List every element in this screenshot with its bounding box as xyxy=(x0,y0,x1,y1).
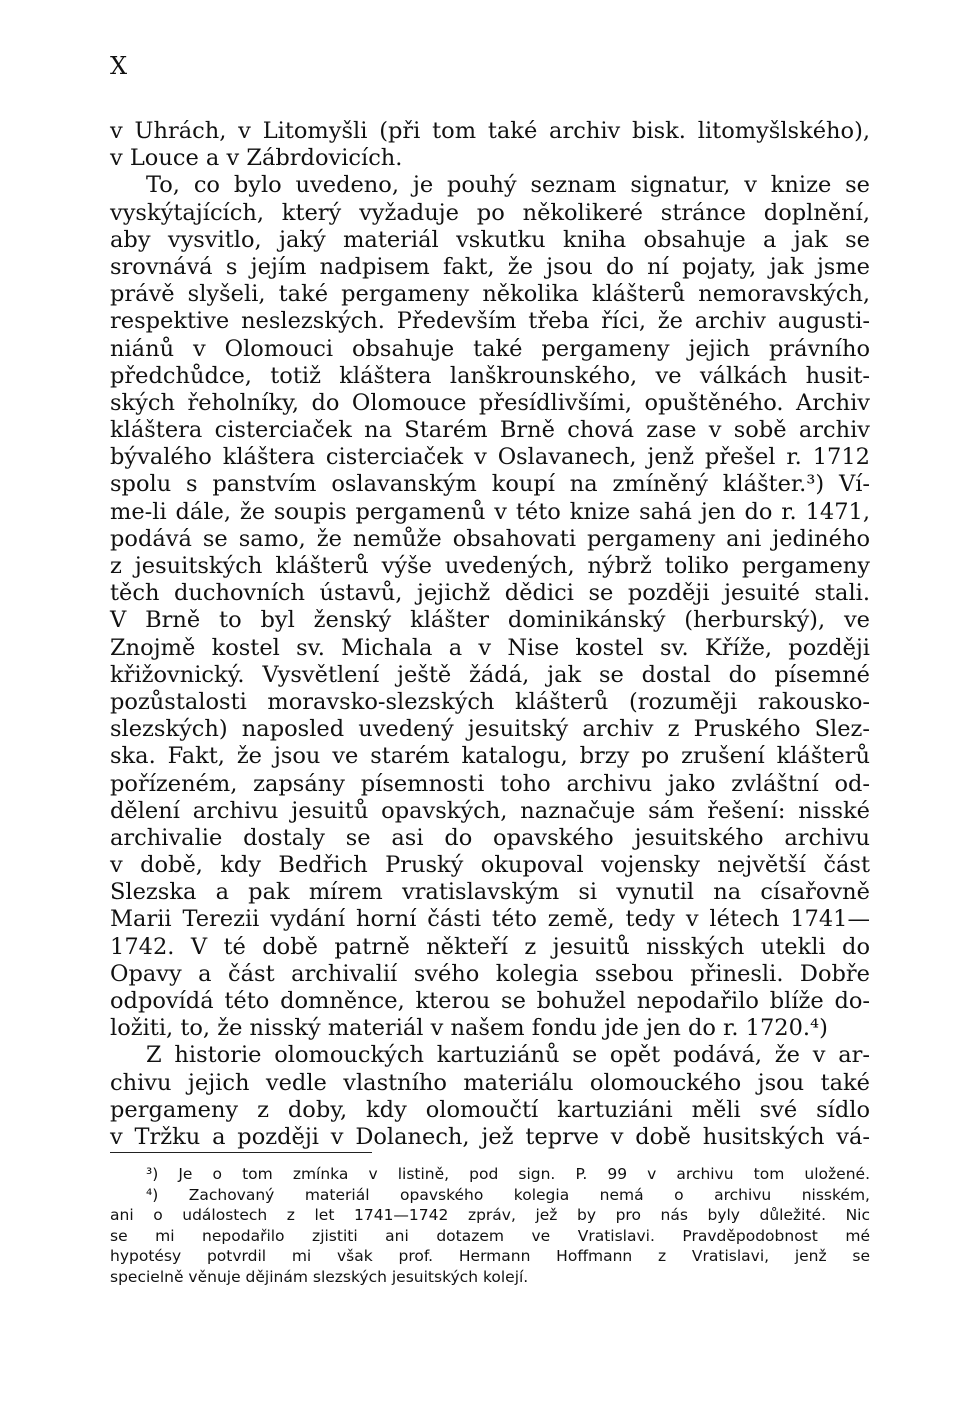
text-line: podává se samo, že nemůže obsahovati pergameny ani jediného xyxy=(110,525,870,552)
footnote-line: se mi nepodařilo zjistiti ani dotazem ve Vratislavi. Pravděpodobnost mé xyxy=(110,1226,870,1245)
text-line: z jesuitských klášterů výše uvedených, nýbrž toliko pergameny xyxy=(110,553,870,579)
text-line: ložiti, to, že nisský materiál v našem fondu jde jen do r. 1720.⁴) xyxy=(110,1015,828,1042)
text-line: právě slyšeli, také pergameny několika klášterů nemoravských, xyxy=(110,281,870,308)
body-text xyxy=(110,118,870,1151)
footnote-line: hypotésy potvrdil mi však prof. Hermann Hoffmann z Vratislavi, jenž se xyxy=(110,1247,870,1265)
text-line: ska. Fakt, že jsou ve starém katalogu, brzy po zrušení klášterů xyxy=(110,743,870,770)
text-line: těch duchovních ústavů, jejichž dědici se později jesuité stali. xyxy=(110,580,870,607)
text-line: v době, kdy Bedřich Pruský okupoval vojensky největší část xyxy=(110,852,870,879)
footnote-line: ³) Je o tom zmínka v listině, pod sign. P. 99 v archivu tom uložené. xyxy=(146,1165,870,1183)
text-line: To, co bylo uvedeno, je pouhý seznam signatur, v knize se xyxy=(146,172,870,199)
text-line: 1742. V té době patrně někteří z jesuitů nisských utekli do xyxy=(110,933,870,960)
text-line: niánů v Olomouci obsahuje také pergameny jejich právního xyxy=(110,335,870,362)
text-line: v Tržku a později v Dolanech, jež teprve v době husitských vá- xyxy=(110,1123,870,1150)
text-line: chivu jejich vedle vlastního materiálu olomouckého jsou také xyxy=(110,1069,870,1096)
text-line: me-li dále, že soupis pergamenů v této knize sahá jen do r. 1471, xyxy=(110,498,870,525)
text-line: respektive neslezských. Především třeba říci, že archiv augusti- xyxy=(110,308,870,335)
text-line: Slezska a pak mírem vratislavským si vynutil na císařovně xyxy=(110,879,870,906)
text-line: pořízeném, zapsány písemnosti toho archivu jako zvláštní od- xyxy=(110,770,870,797)
footnote-line: ani o událostech z let 1741—1742 zpráv, jež by pro nás byly důležité. Nic xyxy=(110,1206,870,1224)
text-line: pozůstalosti moravsko-slezských klášterů (rozuměji rakousko- xyxy=(110,688,870,715)
text-line: slezských) naposled uvedený jesuitský archiv z Pruského Slez- xyxy=(110,716,870,743)
text-line: spolu s panstvím oslavanským koupí na zmíněný klášter.³) Ví- xyxy=(110,471,870,498)
text-line: Marii Terezii vydání horní části této země, tedy v létech 1741— xyxy=(110,906,870,933)
text-line: odpovídá této domněnce, kterou se bohužel nepodařilo blíže do- xyxy=(110,988,870,1014)
page-number: X xyxy=(110,52,128,80)
text-line: Z historie olomouckých kartuziánů se opět podává, že v ar- xyxy=(146,1042,870,1069)
text-line: Opavy a část archivalií svého kolegia ssebou přinesli. Dobře xyxy=(110,960,870,987)
text-line: v Louce a v Zábrdovicích. xyxy=(110,145,403,172)
text-line: dělení archivu jesuitů opavských, naznačuje sám řešení: nisské xyxy=(110,797,870,824)
footnote-line: ⁴) Zachovaný materiál opavského kolegia nemá o archivu nisském, xyxy=(146,1185,870,1204)
text-line: bývalého kláštera cisterciaček v Oslavanech, jenž přešel r. 1712 xyxy=(110,444,870,471)
text-line: aby vysvitlo, jaký materiál vskutku kniha obsahuje a jak se xyxy=(110,226,870,253)
text-line: Znojmě kostel sv. Michala a v Nise kostel sv. Kříže, později xyxy=(110,634,870,661)
text-line: archivalie dostaly se asi do opavského jesuitského archivu xyxy=(110,824,870,851)
text-line: křižovnický. Vysvětlení ještě žádá, jak se dostal do písemné xyxy=(110,661,870,688)
text-line: srovnává s jejím nadpisem fakt, že jsou do ní pojaty, jak jsme xyxy=(110,253,870,280)
text-line: v Uhrách, v Litomyšli (při tom také archiv bisk. litomyšlského), xyxy=(110,118,870,144)
text-line: vyskýtajících, který vyžaduje po několikeré stránce doplnění, xyxy=(110,199,870,226)
text-line: kláštera cisterciaček na Starém Brně chová zase v sobě archiv xyxy=(110,417,870,444)
text-line: ských řeholníky, do Olomouce přesídlivšími, opuštěného. Archiv xyxy=(110,389,870,416)
footnotes xyxy=(110,1164,870,1287)
footnote-divider xyxy=(110,1152,372,1153)
text-line: pergameny z doby, kdy olomoučtí kartuziáni měli své sídlo xyxy=(110,1096,870,1123)
text-line: předchůdce, totiž kláštera lanškrounského, ve válkách husit- xyxy=(110,362,870,389)
footnote-line: specielně věnuje dějinám slezských jesuitských kolejí. xyxy=(110,1267,529,1286)
text-line: V Brně to byl ženský klášter dominikánský (herburský), ve xyxy=(110,607,870,634)
